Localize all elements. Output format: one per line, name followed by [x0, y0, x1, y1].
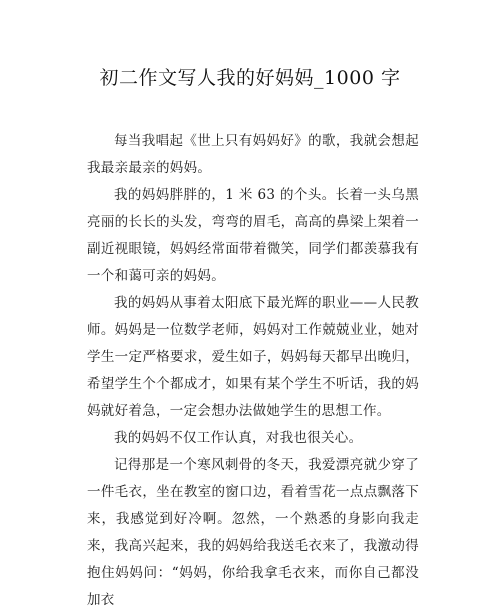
paragraph: 我的妈妈从事着太阳底下最光辉的职业——人民教师。妈妈是一位数学老师，妈妈对工作兢兢业业，她对学生一定严格要求，爱生如子，妈妈每天都早出晚归，希望学生个个都成才，如果有某个学生不听话，我的妈妈就好着急，一定会想办法做她学生的思想工作。 [87, 295, 419, 419]
paragraph: 我的妈妈胖胖的，1 米 63 的个头。长着一头乌黑亮丽的长长的头发，弯弯的眉毛，高高的鼻梁上架着一副近视眼镜，妈妈经常面带着微笑，同学们都羡慕我有一个和蔼可亲的妈妈。 [87, 187, 419, 284]
paragraph: 记得那是一个寒风刺骨的冬天，我爱漂亮就少穿了一件毛衣，坐在教室的窗口边，看着雪花一点点飘落下来，我感觉到好冷啊。忽然，一个熟悉的身影向我走来，我高兴起来，我的妈妈给我送毛衣来了，我激动得抱住妈妈问：“妈妈，你给我拿毛衣来，而你自己都没加衣 [87, 457, 419, 608]
paragraph: 我的妈妈不仅工作认真，对我也很关心。 [114, 430, 363, 446]
document-body [87, 128, 419, 614]
paragraph: 每当我唱起《世上只有妈妈好》的歌，我就会想起我最亲最亲的妈妈。 [87, 133, 419, 176]
document-title: 初二作文写人我的好妈妈_1000 字 [99, 67, 401, 89]
